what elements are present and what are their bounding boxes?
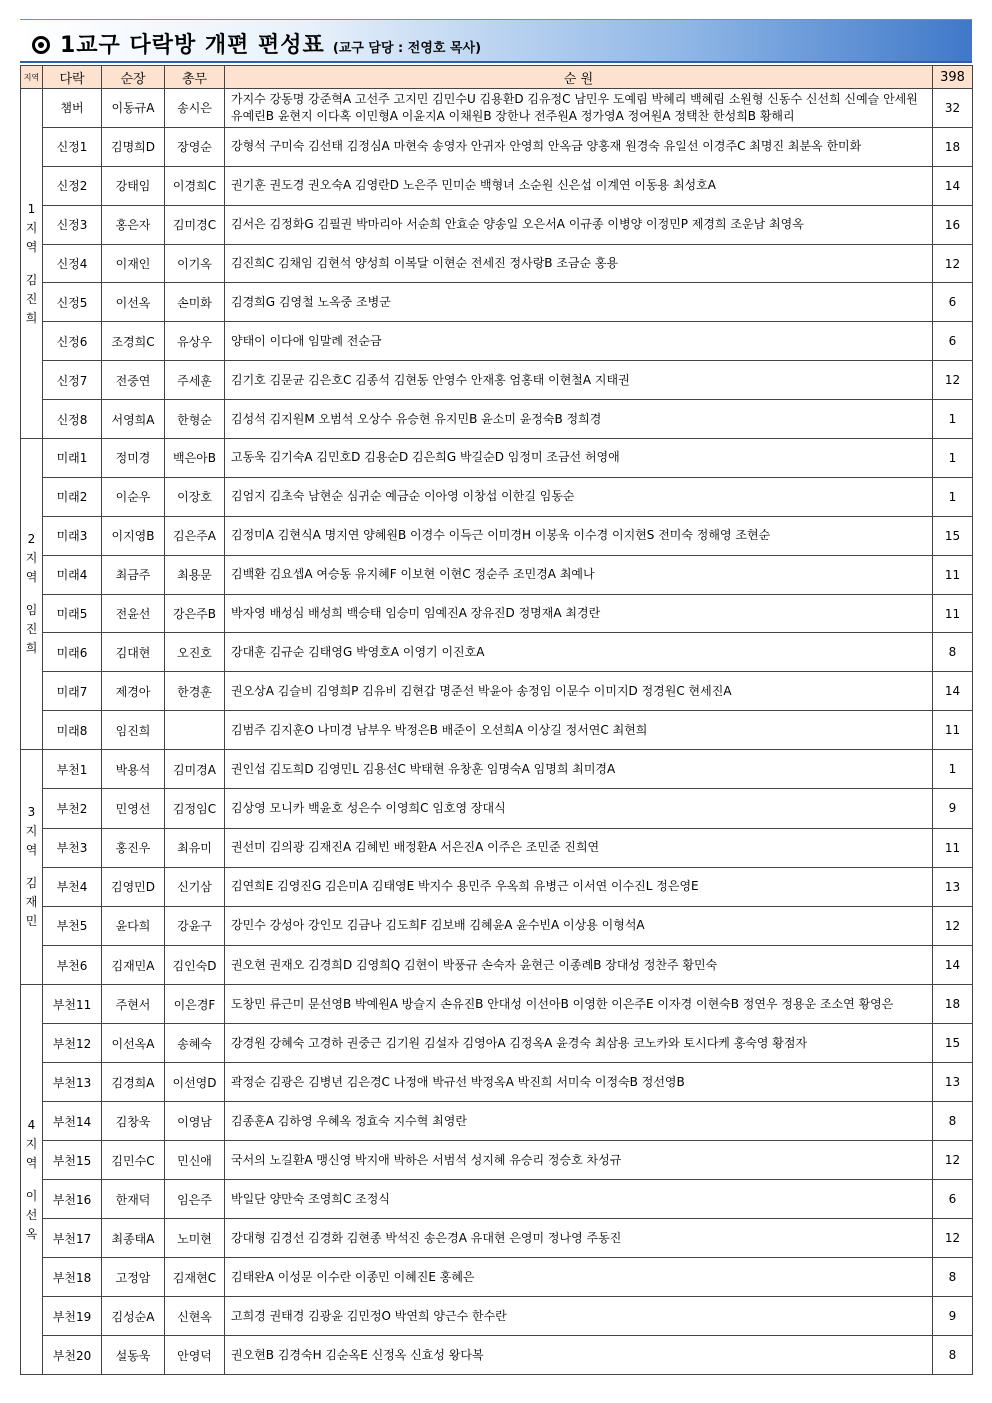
members-cell: 강대훈 김규순 김태영G 박영호A 이영기 이진호A (225, 633, 933, 672)
count-cell: 12 (933, 1219, 973, 1258)
table-row (21, 867, 973, 906)
members-cell: 강형석 구미숙 김선태 김정심A 마현숙 송영자 안귀자 안영희 안옥금 양홍재 원경숙 유일선 이경주C 최명진 최분옥 한미화 (225, 127, 933, 166)
leader-cell: 윤다희 (102, 906, 165, 945)
members-cell: 김엄지 김초숙 남현순 심귀순 예금순 이아영 이창섭 이한길 임동순 (225, 477, 933, 516)
table-row (21, 711, 973, 750)
table-row (21, 1336, 973, 1375)
members-cell: 고동욱 김기숙A 김민호D 김용순D 김은희G 박길순D 임정미 조금선 허영애 (225, 439, 933, 478)
members-cell: 가지수 강동명 강준혁A 고선주 고지민 김민수U 김용환D 김유정C 남민우 도예림 박혜리 백혜림 소원형 신동수 신선희 신예슬 안세원 유예린B 윤현지 이다혹 이민형A 이윤지A 이채원B 장한나 전주원A 정가영A 정여원A 정택찬 한성희B 황해리 (225, 89, 933, 128)
leader-cell: 고정암 (102, 1258, 165, 1297)
darak-cell: 부천15 (43, 1141, 102, 1180)
leader-cell: 이동규A (102, 89, 165, 128)
darak-cell: 부천16 (43, 1180, 102, 1219)
count-cell: 12 (933, 361, 973, 400)
treasurer-cell: 백은아B (165, 439, 225, 478)
treasurer-cell: 이경희C (165, 166, 225, 205)
darak-cell: 미래7 (43, 672, 102, 711)
table-row (21, 633, 973, 672)
darak-cell: 부천11 (43, 985, 102, 1024)
table-row (21, 477, 973, 516)
count-cell: 14 (933, 946, 973, 985)
members-cell: 국서의 노길환A 맹신영 박지애 박하은 서범석 성지혜 유승리 정승호 차성규 (225, 1141, 933, 1180)
table-row (21, 594, 973, 633)
darak-cell: 부천18 (43, 1258, 102, 1297)
subtitle: (교구 담당 : 전영호 목사) (332, 41, 482, 56)
treasurer-cell: 유상우 (165, 322, 225, 361)
treasurer-cell: 최유미 (165, 828, 225, 867)
count-cell: 11 (933, 555, 973, 594)
members-cell: 권오현B 김경숙H 김순옥E 신정옥 신효성 왕다복 (225, 1336, 933, 1375)
col-header-treasurer: 총무 (165, 66, 225, 89)
treasurer-cell: 주세훈 (165, 361, 225, 400)
darak-cell: 신정6 (43, 322, 102, 361)
col-header-members: 순 원 (225, 66, 933, 89)
count-cell: 1 (933, 439, 973, 478)
region-label (21, 750, 43, 985)
treasurer-cell: 장영순 (165, 127, 225, 166)
treasurer-cell: 이선영D (165, 1063, 225, 1102)
leader-cell: 김창욱 (102, 1102, 165, 1141)
treasurer-cell: 김재현C (165, 1258, 225, 1297)
table-row (21, 361, 973, 400)
region-name: 4지역 이선옥 (25, 1117, 38, 1241)
count-cell: 1 (933, 750, 973, 789)
table-row (21, 400, 973, 439)
leader-cell: 최금주 (102, 555, 165, 594)
table-row (21, 1063, 973, 1102)
table-row (21, 516, 973, 555)
darak-cell: 미래4 (43, 555, 102, 594)
members-cell: 박일단 양만숙 조영희C 조정식 (225, 1180, 933, 1219)
leader-cell: 박용석 (102, 750, 165, 789)
leader-cell: 정미경 (102, 439, 165, 478)
table-row (21, 789, 973, 828)
leader-cell: 김영민D (102, 867, 165, 906)
title-text: 1교구 다락방 개편 편성표 (60, 33, 325, 58)
treasurer-cell: 송혜숙 (165, 1024, 225, 1063)
table-row (21, 672, 973, 711)
members-cell: 김진희C 김채임 김현석 양성희 이복달 이현순 전세진 정사랑B 조금순 홍용 (225, 244, 933, 283)
treasurer-cell: 이장호 (165, 477, 225, 516)
darak-cell: 미래1 (43, 439, 102, 478)
col-header-region: 지역 (21, 66, 43, 89)
table-header-row (21, 66, 973, 89)
leader-cell: 설동욱 (102, 1336, 165, 1375)
table-body (21, 89, 973, 1375)
leader-cell: 강태임 (102, 166, 165, 205)
title-banner (20, 19, 972, 63)
members-cell: 김백환 김요셉A 여승동 유지혜F 이보현 이현C 정순주 조민경A 최예나 (225, 555, 933, 594)
leader-cell: 임진희 (102, 711, 165, 750)
members-cell: 고희경 권태경 김광윤 김민정O 박연희 양근수 한수란 (225, 1297, 933, 1336)
count-cell: 18 (933, 127, 973, 166)
leader-cell: 김명희D (102, 127, 165, 166)
darak-cell: 신정2 (43, 166, 102, 205)
darak-cell: 부천2 (43, 789, 102, 828)
count-cell: 8 (933, 1336, 973, 1375)
darak-cell: 부천4 (43, 867, 102, 906)
count-cell: 18 (933, 985, 973, 1024)
treasurer-cell: 안영덕 (165, 1336, 225, 1375)
treasurer-cell: 강윤구 (165, 906, 225, 945)
leader-cell: 이선옥A (102, 1024, 165, 1063)
members-cell: 김기호 김문균 김은호C 김종석 김현동 안영수 안재홍 엄홍태 이현철A 지태권 (225, 361, 933, 400)
treasurer-cell: 민신애 (165, 1141, 225, 1180)
members-cell: 김정미A 김현식A 명지연 양혜원B 이경수 이득근 이미경H 이봉욱 이수경 이지현S 전미숙 정해영 조현순 (225, 516, 933, 555)
darak-cell: 부천12 (43, 1024, 102, 1063)
treasurer-cell (165, 711, 225, 750)
members-cell: 권오현 권재오 김경희D 김영희Q 김현이 박풍규 손숙자 윤현근 이종례B 장대성 정찬주 황민숙 (225, 946, 933, 985)
count-cell: 12 (933, 906, 973, 945)
table-row (21, 205, 973, 244)
count-cell: 12 (933, 244, 973, 283)
table-row (21, 946, 973, 985)
count-cell: 16 (933, 205, 973, 244)
treasurer-cell: 신현옥 (165, 1297, 225, 1336)
leader-cell: 전윤선 (102, 594, 165, 633)
table-row (21, 1141, 973, 1180)
table-row (21, 166, 973, 205)
table-row (21, 322, 973, 361)
table-row (21, 1219, 973, 1258)
table-row (21, 1180, 973, 1219)
count-cell: 13 (933, 867, 973, 906)
treasurer-cell: 한경훈 (165, 672, 225, 711)
darak-cell: 부천19 (43, 1297, 102, 1336)
members-cell: 곽정순 김광은 김병년 김은경C 나정애 박규선 박정옥A 박진희 서미숙 이정숙B 정선영B (225, 1063, 933, 1102)
leader-cell: 민영선 (102, 789, 165, 828)
leader-cell: 이선옥 (102, 283, 165, 322)
members-cell: 권인섭 김도희D 김영민L 김용선C 박태현 유창훈 임명숙A 임명희 최미경A (225, 750, 933, 789)
count-cell: 11 (933, 711, 973, 750)
table-row (21, 283, 973, 322)
members-cell: 권오상A 김슬비 김영희P 김유비 김현갑 명준선 박윤아 송정임 이문수 이미지D 정경원C 현세진A (225, 672, 933, 711)
darak-cell: 신정4 (43, 244, 102, 283)
count-cell: 8 (933, 633, 973, 672)
darak-cell: 부천3 (43, 828, 102, 867)
members-cell: 김서은 김정화G 김필권 박마리아 서순희 안효순 양송일 오은서A 이규종 이병양 이정민P 제경희 조운남 최영옥 (225, 205, 933, 244)
darak-cell: 챔버 (43, 89, 102, 128)
leader-cell: 김재민A (102, 946, 165, 985)
table-row (21, 1102, 973, 1141)
treasurer-cell: 신기삼 (165, 867, 225, 906)
treasurer-cell: 김은주A (165, 516, 225, 555)
darak-cell: 신정1 (43, 127, 102, 166)
treasurer-cell: 이은경F (165, 985, 225, 1024)
count-cell: 11 (933, 594, 973, 633)
darak-cell: 부천14 (43, 1102, 102, 1141)
region-name: 3지역 김재민 (25, 805, 38, 929)
region-label (21, 439, 43, 750)
darak-cell: 부천5 (43, 906, 102, 945)
members-cell: 김태완A 이성문 이수란 이종민 이혜진E 홍혜은 (225, 1258, 933, 1297)
count-cell: 1 (933, 400, 973, 439)
darak-cell: 신정5 (43, 283, 102, 322)
treasurer-cell: 이기옥 (165, 244, 225, 283)
treasurer-cell: 김미경A (165, 750, 225, 789)
count-cell: 6 (933, 283, 973, 322)
count-cell: 6 (933, 1180, 973, 1219)
treasurer-cell: 김정임C (165, 789, 225, 828)
double-circle-icon (32, 36, 50, 54)
count-cell: 6 (933, 322, 973, 361)
darak-cell: 미래3 (43, 516, 102, 555)
treasurer-cell: 임은주 (165, 1180, 225, 1219)
count-cell: 32 (933, 89, 973, 128)
table-row (21, 244, 973, 283)
leader-cell: 주현서 (102, 985, 165, 1024)
leader-cell: 이순우 (102, 477, 165, 516)
darak-cell: 미래5 (43, 594, 102, 633)
treasurer-cell: 최용문 (165, 555, 225, 594)
treasurer-cell: 손미화 (165, 283, 225, 322)
table-row (21, 750, 973, 789)
page-title (32, 28, 481, 59)
members-cell: 박자영 배성심 배성희 백승태 임승미 임예진A 장유진D 정명재A 최경란 (225, 594, 933, 633)
leader-cell: 홍진우 (102, 828, 165, 867)
darak-cell: 미래6 (43, 633, 102, 672)
treasurer-cell: 노미현 (165, 1219, 225, 1258)
table-row (21, 828, 973, 867)
col-header-count: 398 (933, 66, 973, 89)
treasurer-cell: 강은주B (165, 594, 225, 633)
leader-cell: 제경아 (102, 672, 165, 711)
region-name: 2지역 임진희 (25, 532, 38, 656)
table-row (21, 127, 973, 166)
darak-cell: 미래8 (43, 711, 102, 750)
members-cell: 김범주 김지훈O 나미경 남부우 박정은B 배준이 오선희A 이상길 정서연C 최현희 (225, 711, 933, 750)
region-name: 1지역 김진희 (25, 201, 38, 325)
table-row (21, 1297, 973, 1336)
table-row (21, 1258, 973, 1297)
leader-cell: 이재인 (102, 244, 165, 283)
leader-cell: 김민수C (102, 1141, 165, 1180)
count-cell: 15 (933, 1024, 973, 1063)
leader-cell: 서영희A (102, 400, 165, 439)
treasurer-cell: 송시은 (165, 89, 225, 128)
region-label (21, 89, 43, 439)
roster-table (20, 65, 973, 1375)
members-cell: 김종훈A 김하영 우혜옥 정효숙 지수혁 최영란 (225, 1102, 933, 1141)
leader-cell: 전중연 (102, 361, 165, 400)
count-cell: 8 (933, 1258, 973, 1297)
leader-cell: 최종태A (102, 1219, 165, 1258)
table-row (21, 89, 973, 128)
leader-cell: 김대현 (102, 633, 165, 672)
treasurer-cell: 김미경C (165, 205, 225, 244)
leader-cell: 이지영B (102, 516, 165, 555)
count-cell: 9 (933, 1297, 973, 1336)
darak-cell: 부천17 (43, 1219, 102, 1258)
darak-cell: 신정7 (43, 361, 102, 400)
members-cell: 김상영 모니카 백윤호 성은수 이영희C 임호영 장대식 (225, 789, 933, 828)
members-cell: 권선미 김의광 김재진A 김혜빈 배정환A 서은진A 이주은 조민준 진희연 (225, 828, 933, 867)
count-cell: 11 (933, 828, 973, 867)
darak-cell: 신정8 (43, 400, 102, 439)
table-row (21, 906, 973, 945)
count-cell: 14 (933, 672, 973, 711)
members-cell: 도창민 류근미 문선영B 박예원A 방슬지 손유진B 안대성 이선아B 이영한 이은주E 이자경 이현숙B 정연우 정용운 조소연 황영은 (225, 985, 933, 1024)
darak-cell: 부천20 (43, 1336, 102, 1375)
members-cell: 김연희E 김영진G 김은미A 김태영E 박지수 용민주 우옥희 유병근 이서연 이수진L 정은영E (225, 867, 933, 906)
darak-cell: 부천13 (43, 1063, 102, 1102)
members-cell: 권기훈 권도경 권오숙A 김영란D 노은주 민미순 백형녀 소순원 신은섭 이계연 이동용 최성호A (225, 166, 933, 205)
region-label (21, 985, 43, 1375)
count-cell: 1 (933, 477, 973, 516)
count-cell: 15 (933, 516, 973, 555)
count-cell: 13 (933, 1063, 973, 1102)
treasurer-cell: 김인숙D (165, 946, 225, 985)
table-row (21, 439, 973, 478)
count-cell: 9 (933, 789, 973, 828)
leader-cell: 김경희A (102, 1063, 165, 1102)
members-cell: 양태이 이다애 임말례 전순금 (225, 322, 933, 361)
members-cell: 강대형 김경선 김경화 김현종 박석진 송은경A 유대현 은영미 정나영 주동진 (225, 1219, 933, 1258)
col-header-leader: 순장 (102, 66, 165, 89)
table-row (21, 1024, 973, 1063)
darak-cell: 신정3 (43, 205, 102, 244)
table-row (21, 555, 973, 594)
treasurer-cell: 한형순 (165, 400, 225, 439)
members-cell: 김성석 김지원M 오범석 오상수 유승현 유지민B 윤소미 윤정숙B 정희경 (225, 400, 933, 439)
leader-cell: 김성순A (102, 1297, 165, 1336)
table-row (21, 985, 973, 1024)
treasurer-cell: 이영남 (165, 1102, 225, 1141)
col-header-darak: 다락 (43, 66, 102, 89)
count-cell: 8 (933, 1102, 973, 1141)
leader-cell: 홍은자 (102, 205, 165, 244)
darak-cell: 부천6 (43, 946, 102, 985)
members-cell: 강경원 강혜숙 고경하 권중근 김기원 김설자 김영아A 김정옥A 윤경숙 최삼용 코노카와 토시다케 홍숙영 황점자 (225, 1024, 933, 1063)
members-cell: 강민수 강성아 강인모 김금나 김도희F 김보배 김혜윤A 윤수빈A 이상용 이형석A (225, 906, 933, 945)
leader-cell: 한재덕 (102, 1180, 165, 1219)
darak-cell: 부천1 (43, 750, 102, 789)
treasurer-cell: 오진호 (165, 633, 225, 672)
members-cell: 김경희G 김영철 노옥중 조병군 (225, 283, 933, 322)
leader-cell: 조경희C (102, 322, 165, 361)
count-cell: 14 (933, 166, 973, 205)
count-cell: 12 (933, 1141, 973, 1180)
darak-cell: 미래2 (43, 477, 102, 516)
